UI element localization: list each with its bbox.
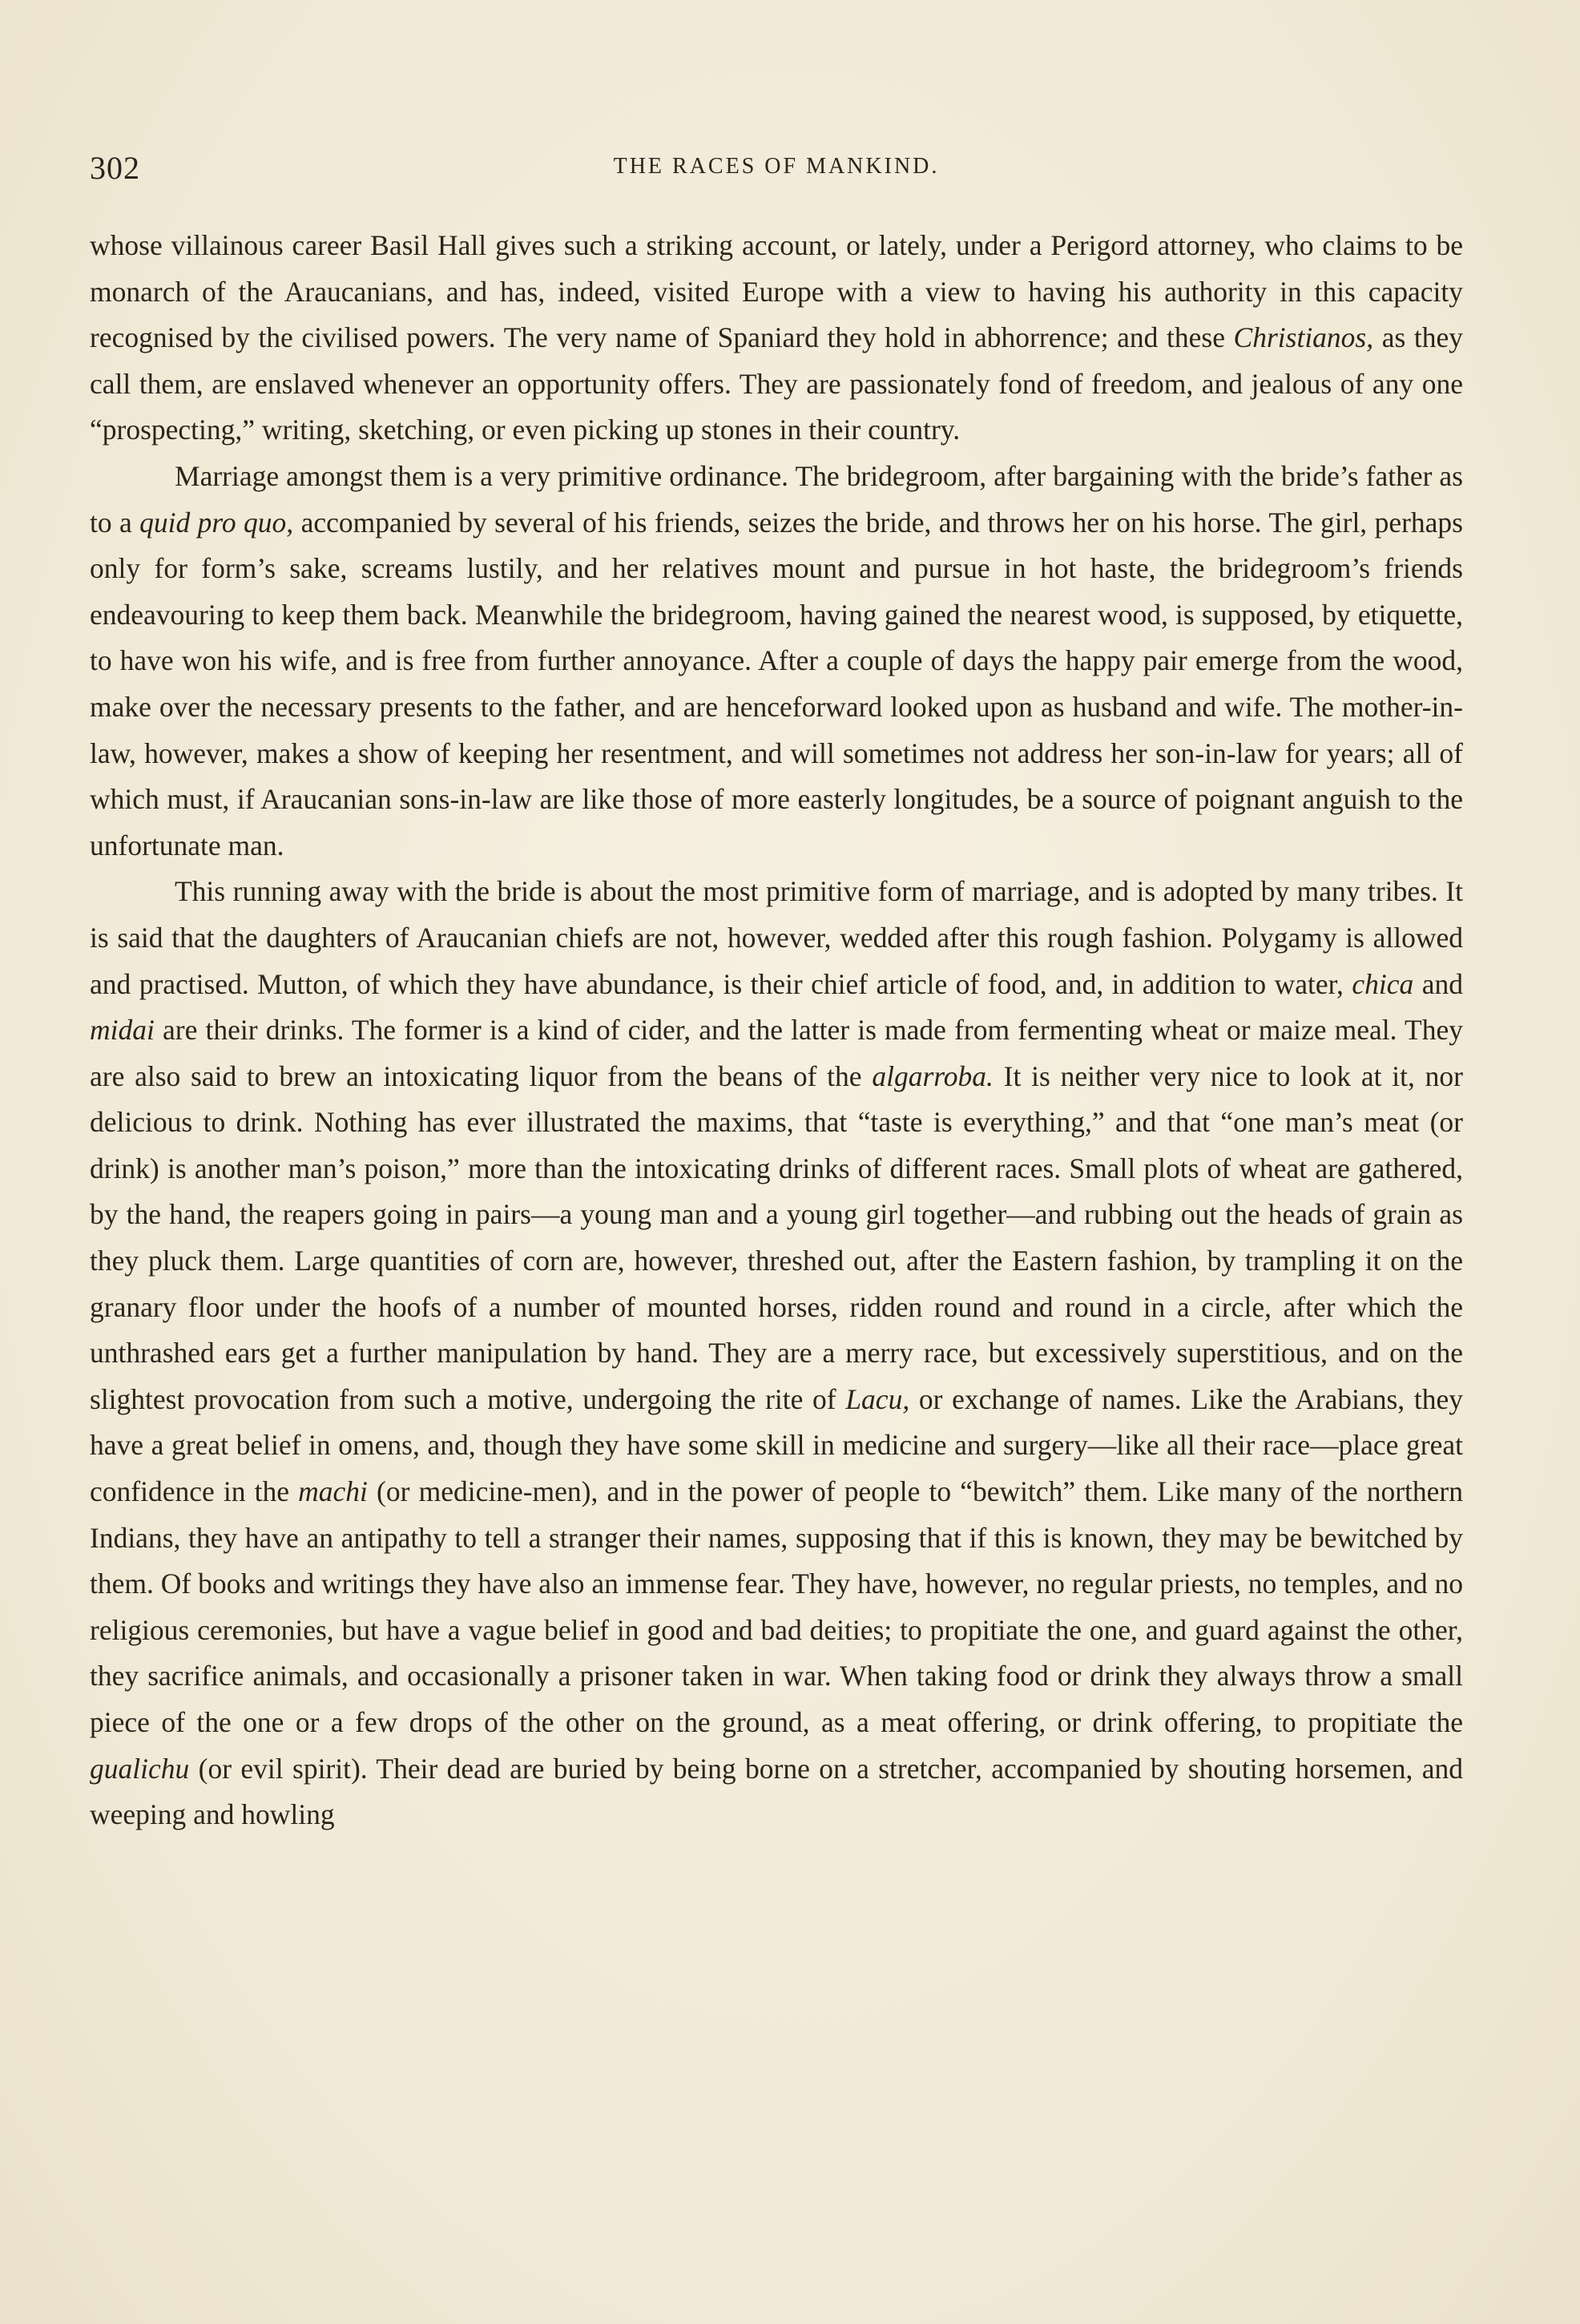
body-text <box>90 223 1463 1838</box>
paragraph-3 <box>90 869 1463 1838</box>
text-run: This running away with the bride is about the most primitive form of marriage, and is adopted by many tribes. It is said that the daughters of Araucanian chiefs are not, however, wedded after this rough fashion. Polygamy is allowed and practised. Mutton, of which they have abundance, is their chief article of food, and, in addition to water, <box>90 875 1463 1000</box>
italic-term: Christianos, <box>1233 321 1374 354</box>
italic-term: quid pro quo, <box>139 506 294 539</box>
italic-term: Lacu, <box>845 1382 910 1415</box>
italic-term: machi <box>298 1475 368 1508</box>
italic-term: gualichu <box>90 1752 190 1785</box>
text-run: as they call them, are enslaved whenever an opportunity offers. They are passionately fond of freedom, and jealous of any one “prospecting,” writing, sketching, or even picking up stones in their country. <box>90 321 1463 446</box>
page-header <box>90 149 1463 197</box>
running-title: THE RACES OF MANKIND. <box>613 154 940 179</box>
italic-term: chica <box>1352 967 1414 1000</box>
paragraph-2 <box>90 454 1463 869</box>
text-run: or exchange of names. Like the Arabians, they have a great belief in omens, and, though they have some skill in medicine and surgery—like all their race—place great confidence in the <box>90 1382 1463 1508</box>
page-number: 302 <box>90 150 140 186</box>
text-run: It is neither very nice to look at it, nor delicious to drink. Nothing has ever illustrated the maxims, that “taste is everything,” and that “one man’s meat (or drink) is another man’s poison,” more than the intoxicating drinks of different races. Small plots of wheat are gathered, by the hand, the reapers going in pairs—a young man and a young girl together—and rubbing out the heads of grain as they pluck them. Large quantities of corn are, however, threshed out, after the Eastern fashion, by trampling it on the granary floor under the hoofs of a number of mounted horses, ridden round and round in a circle, after which the unthrashed ears get a further manipulation by hand. They are a merry race, but excessively superstitious, and on the slightest provocation from such a motive, undergoing the rite of <box>90 1059 1463 1415</box>
paragraph-1 <box>90 223 1463 454</box>
text-run: (or medicine-men), and in the power of people to “bewitch” them. Like many of the northern Indians, they have an antipathy to tell a stranger their names, supposing that if this is known, they may be bewitched by them. Of books and writings they have also an immense fear. They have, however, no regular priests, no temples, and no religious ceremonies, but have a vague belief in good and bad deities; to propitiate the one, and guard against the other, they sacrifice animals, and occasionally a prisoner taken in war. When taking food or drink they always throw a small piece of the one or a few drops of the other on the ground, as a meat offering, or drink offering, to propitiate the <box>90 1475 1463 1738</box>
text-run: are their drinks. The former is a kind of cider, and the latter is made from fermenting wheat or maize meal. They are also said to brew an intoxicating liquor from the beans of the <box>90 1014 1463 1092</box>
italic-term: midai <box>90 1014 155 1047</box>
italic-term: algarroba. <box>872 1059 994 1092</box>
text-run: (or evil spirit). Their dead are buried by being borne on a stretcher, accompanied by shouting horsemen, and weeping and howling <box>90 1752 1463 1831</box>
text-run: whose villainous career Basil Hall gives such a striking account, or lately, under a Perigord attorney, who claims to be monarch of the Araucanians, and has, indeed, visited Europe with a view to having his authority in this capacity recognised by the civilised powers. The very name of Spaniard they hold in abhorrence; and these <box>90 229 1463 354</box>
text-run: Marriage amongst them is a very primitive ordinance. The bridegroom, after bargaining with the bride’s father as to a <box>90 459 1463 539</box>
text-run: accompanied by several of his friends, seizes the bride, and throws her on his horse. The girl, perhaps only for form’s sake, screams lustily, and her relatives mount and pursue in hot haste, the bridegroom’s friends endeavouring to keep them back. Meanwhile the bridegroom, having gained the nearest wood, is supposed, by etiquette, to have won his wife, and is free from further annoyance. After a couple of days the happy pair emerge from the wood, make over the necessary presents to the father, and are henceforward looked upon as husband and wife. The mother-in-law, however, makes a show of keeping her resentment, and will sometimes not address her son-in-law for years; all of which must, if Araucanian sons-in-law are like those of more easterly longitudes, be a source of poignant anguish to the unfortunate man. <box>90 506 1463 861</box>
text-run: and <box>1413 967 1463 1000</box>
